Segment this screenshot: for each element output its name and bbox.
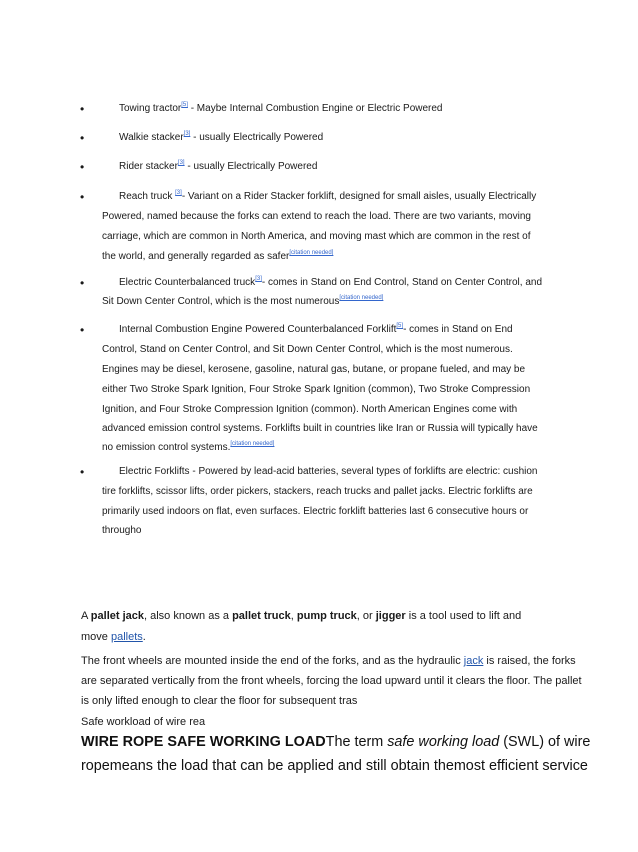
list-item-text: primarily used indoors on flat, even surfaces. Electric forklift batteries last 6 consecutive hours or <box>102 506 529 517</box>
list-item-text: Ignition, and Four Stroke Compression Ignition (common). North American Engines come with <box>102 404 518 415</box>
list-item-text: Control, Stand on Center Control, and Sit Down Center Control, which is the most numerous. <box>102 344 513 355</box>
paragraph-line: WIRE ROPE SAFE WORKING LOADThe term safe working load (SWL) of wire <box>81 734 591 750</box>
paragraph-line: move pallets. <box>81 631 146 643</box>
reference-link[interactable]: [3] <box>183 131 191 137</box>
list-item-text: Internal Combustion Engine Powered Counterbalanced Forklift[5]- comes in Stand on End <box>119 323 513 335</box>
reference-link[interactable]: [3] <box>177 160 185 166</box>
bullet-marker: • <box>80 102 85 116</box>
citation-needed-link[interactable]: [citation needed] <box>230 441 275 447</box>
bullet-marker: • <box>80 190 85 204</box>
bullet-marker: • <box>80 465 85 479</box>
bullet-marker: • <box>80 160 85 174</box>
list-item-text: carriage, which are common in North America, and moving mast which are common in the rest of <box>102 231 531 242</box>
list-item-text: Walkie stacker[3] - usually Electrically Powered <box>119 131 324 143</box>
reference-link[interactable]: [3] <box>255 276 262 282</box>
reference-link[interactable]: [5] <box>396 323 404 329</box>
list-item-text: Reach truck [3]- Variant on a Rider Stacker forklift, designed for small aisles, usually Electrically <box>119 190 537 202</box>
list-item-text: Towing tractor[5] - Maybe Internal Combustion Engine or Electric Powered <box>119 102 443 114</box>
list-item-text: Engines may be diesel, kerosene, gasoline, natural gas, butane, or propane fueled, and may be <box>102 364 526 375</box>
list-item-text: the world, and generally regarded as safer[citation needed] <box>102 250 334 262</box>
jack-link[interactable]: jack <box>463 655 484 667</box>
paragraph-line: ropemeans the load that can be applied and still obtain themost efficient service <box>81 758 588 774</box>
list-item-text: advanced emission control systems. Forklifts built in countries like Iran or Russia will typically have <box>102 423 538 434</box>
bullet-marker: • <box>80 131 85 145</box>
list-item-text: Electric Counterbalanced truck[3]- comes in Stand on End Control, Stand on Center Control, and <box>119 276 543 288</box>
list-item-text: Powered, named because the forks can extend to reach the load. There are two variants, moving <box>102 211 531 222</box>
paragraph-line: are separated vertically from the front wheels, forcing the load upward until it clears the floor. The pallet <box>81 675 582 687</box>
reference-link[interactable]: [3] <box>175 190 182 196</box>
bullet-marker: • <box>80 323 85 337</box>
list-item-text: no emission control systems.[citation needed] <box>102 441 275 453</box>
citation-needed-link[interactable]: [citation needed] <box>289 250 334 256</box>
list-item-text: tire forklifts, scissor lifts, order pickers, stackers, reach trucks and pallet jacks. Electric forklifts are <box>102 486 533 497</box>
paragraph-line: The front wheels are mounted inside the end of the forks, and as the hydraulic jack is raised, the forks <box>81 655 576 667</box>
wire-rope-heading: WIRE ROPE SAFE WORKING LOAD <box>81 734 326 750</box>
paragraph-line: A pallet jack, also known as a pallet truck, pump truck, or jigger is a tool used to lift and <box>81 610 522 622</box>
list-item-text: Electric Forklifts - Powered by lead-acid batteries, several types of forklifts are electric: cushion <box>119 466 538 477</box>
bullet-marker: • <box>80 276 85 290</box>
paragraph-line: is only lifted enough to clear the floor for subsequent tras <box>81 695 358 707</box>
reference-link[interactable]: [5] <box>181 102 188 108</box>
citation-needed-link[interactable]: [citation needed] <box>339 295 384 301</box>
safe-workload-line: Safe workload of wire rea <box>81 716 206 728</box>
list-item-text: either Two Stroke Spark Ignition, Four Stroke Spark Ignition (common), Two Stroke Compression <box>102 384 531 395</box>
pallets-link[interactable]: pallets <box>110 631 143 643</box>
list-item-text: Rider stacker[3] - usually Electrically Powered <box>119 160 318 172</box>
list-item-text: Sit Down Center Control, which is the most numerous[citation needed] <box>102 295 384 307</box>
list-item-text: througho <box>102 525 142 536</box>
